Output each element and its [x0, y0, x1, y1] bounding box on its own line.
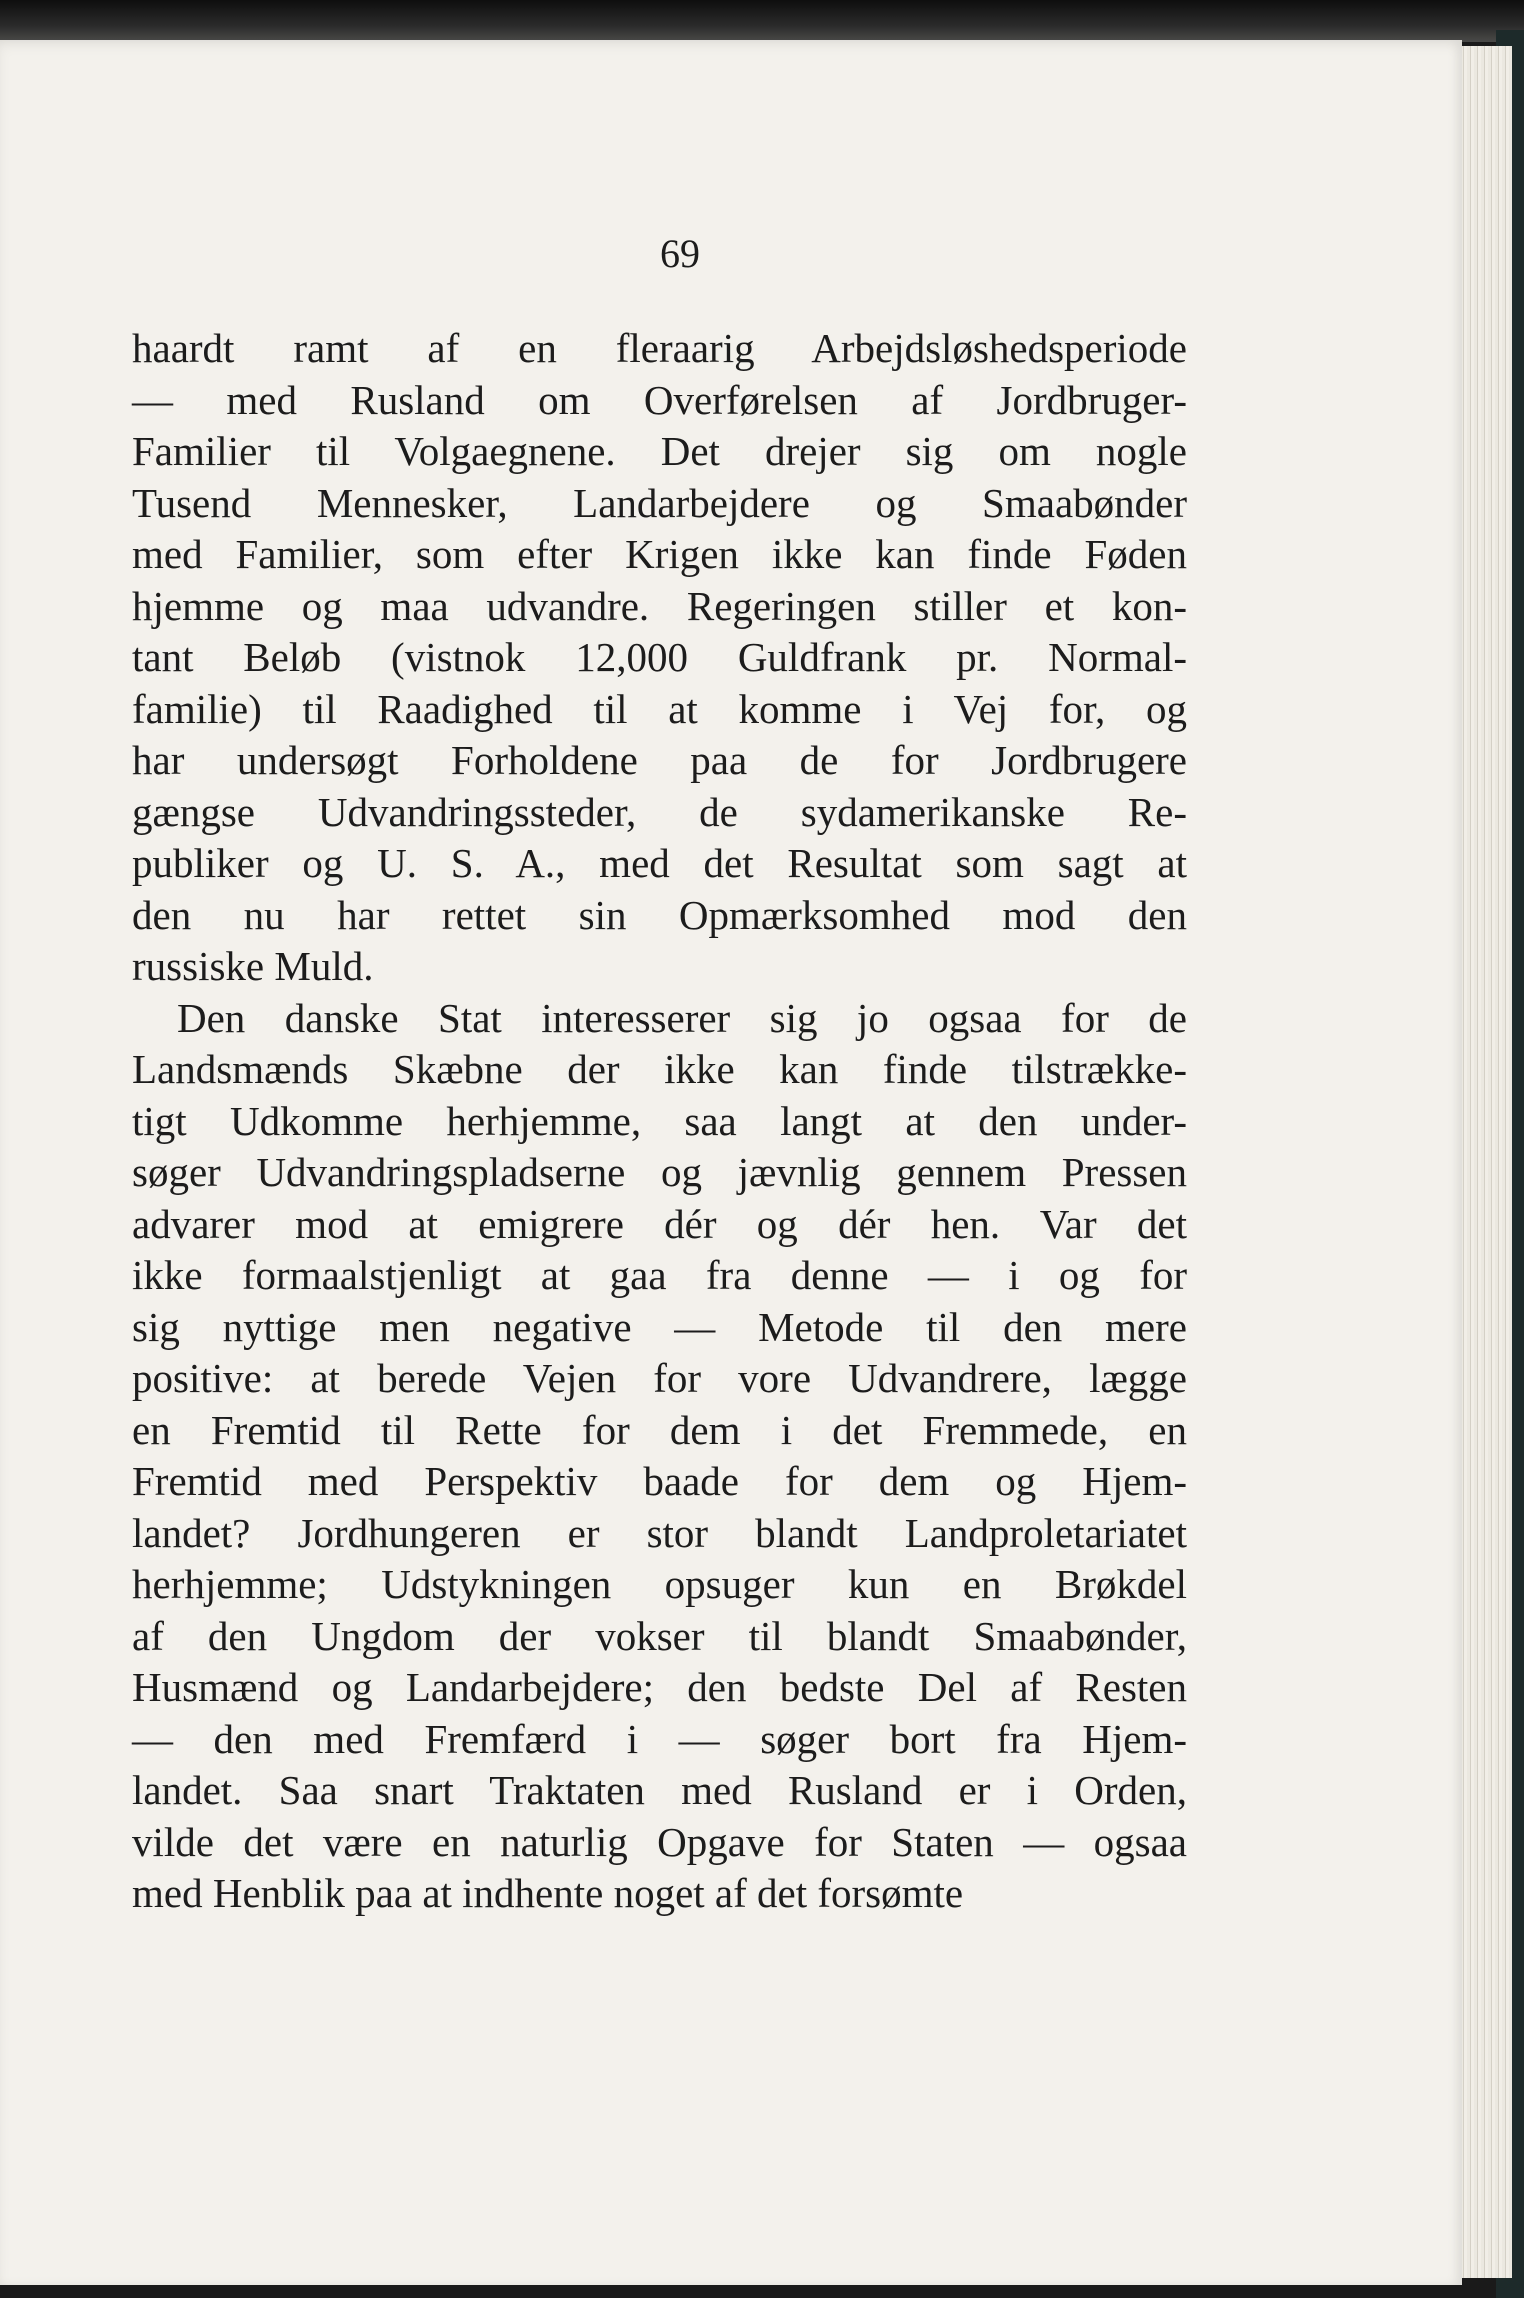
- paragraph: [132, 323, 1187, 993]
- scan-top-edge: [0, 0, 1524, 42]
- text-line: herhjemme; Udstykningen opsuger kun en Brøkdel: [132, 1561, 1187, 1607]
- page-edges: [1458, 46, 1512, 2278]
- text-line: russiske Muld.: [132, 943, 374, 989]
- text-line: med Familier, som efter Krigen ikke kan finde Føden: [132, 531, 1187, 577]
- text-line: tant Beløb (vistnok 12,000 Guldfrank pr. Normal-: [132, 634, 1187, 680]
- text-line: Den danske Stat interesserer sig jo ogsaa for de: [177, 994, 1187, 1041]
- text-line: landet? Jordhungeren er stor blandt Landproletariatet: [132, 1509, 1187, 1556]
- text-line: — den med Fremfærd i — søger bort fra Hjem-: [132, 1715, 1187, 1762]
- text-line: landet. Saa snart Traktaten med Rusland er i Orden,: [132, 1767, 1187, 1813]
- text-line: Fremtid med Perspektiv baade for dem og Hjem-: [132, 1458, 1187, 1504]
- text-line: ikke formaalstjenligt at gaa fra denne — i og for: [132, 1252, 1187, 1298]
- text-line: Landsmænds Skæbne der ikke kan finde tilstrække-: [132, 1046, 1187, 1092]
- book-page: [0, 40, 1462, 2285]
- text-line: Familier til Volgaegnene. Det drejer sig om nogle: [132, 428, 1187, 474]
- text-line: med Henblik paa at indhente noget af det forsømte: [132, 1870, 964, 1916]
- text-line: Husmænd og Landarbejdere; den bedste Del af Resten: [132, 1664, 1187, 1710]
- text-line: positive: at berede Vejen for vore Udvandrere, lægge: [132, 1355, 1187, 1401]
- text-line: den nu har rettet sin Opmærksomhed mod den: [132, 891, 1187, 938]
- text-line: haardt ramt af en fleraarig Arbejdsløshedsperiode: [132, 325, 1187, 371]
- text-line: tigt Udkomme herhjemme, saa langt at den under-: [132, 1097, 1187, 1144]
- text-line: hjemme og maa udvandre. Regeringen stiller et kon-: [132, 582, 1187, 629]
- text-line: sig nyttige men negative — Metode til den mere: [132, 1303, 1187, 1350]
- text-line: familie) til Raadighed til at komme i Vej for, og: [132, 685, 1187, 732]
- text-line: vilde det være en naturlig Opgave for Staten — ogsaa: [132, 1818, 1187, 1865]
- text-line: har undersøgt Forholdene paa de for Jordbrugere: [132, 737, 1187, 783]
- text-line: gængse Udvandringssteder, de sydamerikanske Re-: [132, 788, 1187, 835]
- body-text: [132, 323, 1187, 1920]
- text-line: publiker og U. S. A., med det Resultat som sagt at: [132, 840, 1187, 886]
- paragraph: [132, 993, 1187, 1920]
- text-line: en Fremtid til Rette for dem i det Fremmede, en: [132, 1406, 1187, 1453]
- text-line: — med Rusland om Overførelsen af Jordbruger-: [132, 376, 1187, 423]
- text-line: Tusend Mennesker, Landarbejdere og Smaabønder: [132, 479, 1187, 526]
- text-line: søger Udvandringspladserne og jævnlig gennem Pressen: [132, 1149, 1187, 1195]
- page-number: 69: [660, 231, 700, 276]
- text-line: af den Ungdom der vokser til blandt Smaabønder,: [132, 1612, 1187, 1659]
- text-line: advarer mod at emigrere dér og dér hen. Var det: [132, 1200, 1187, 1247]
